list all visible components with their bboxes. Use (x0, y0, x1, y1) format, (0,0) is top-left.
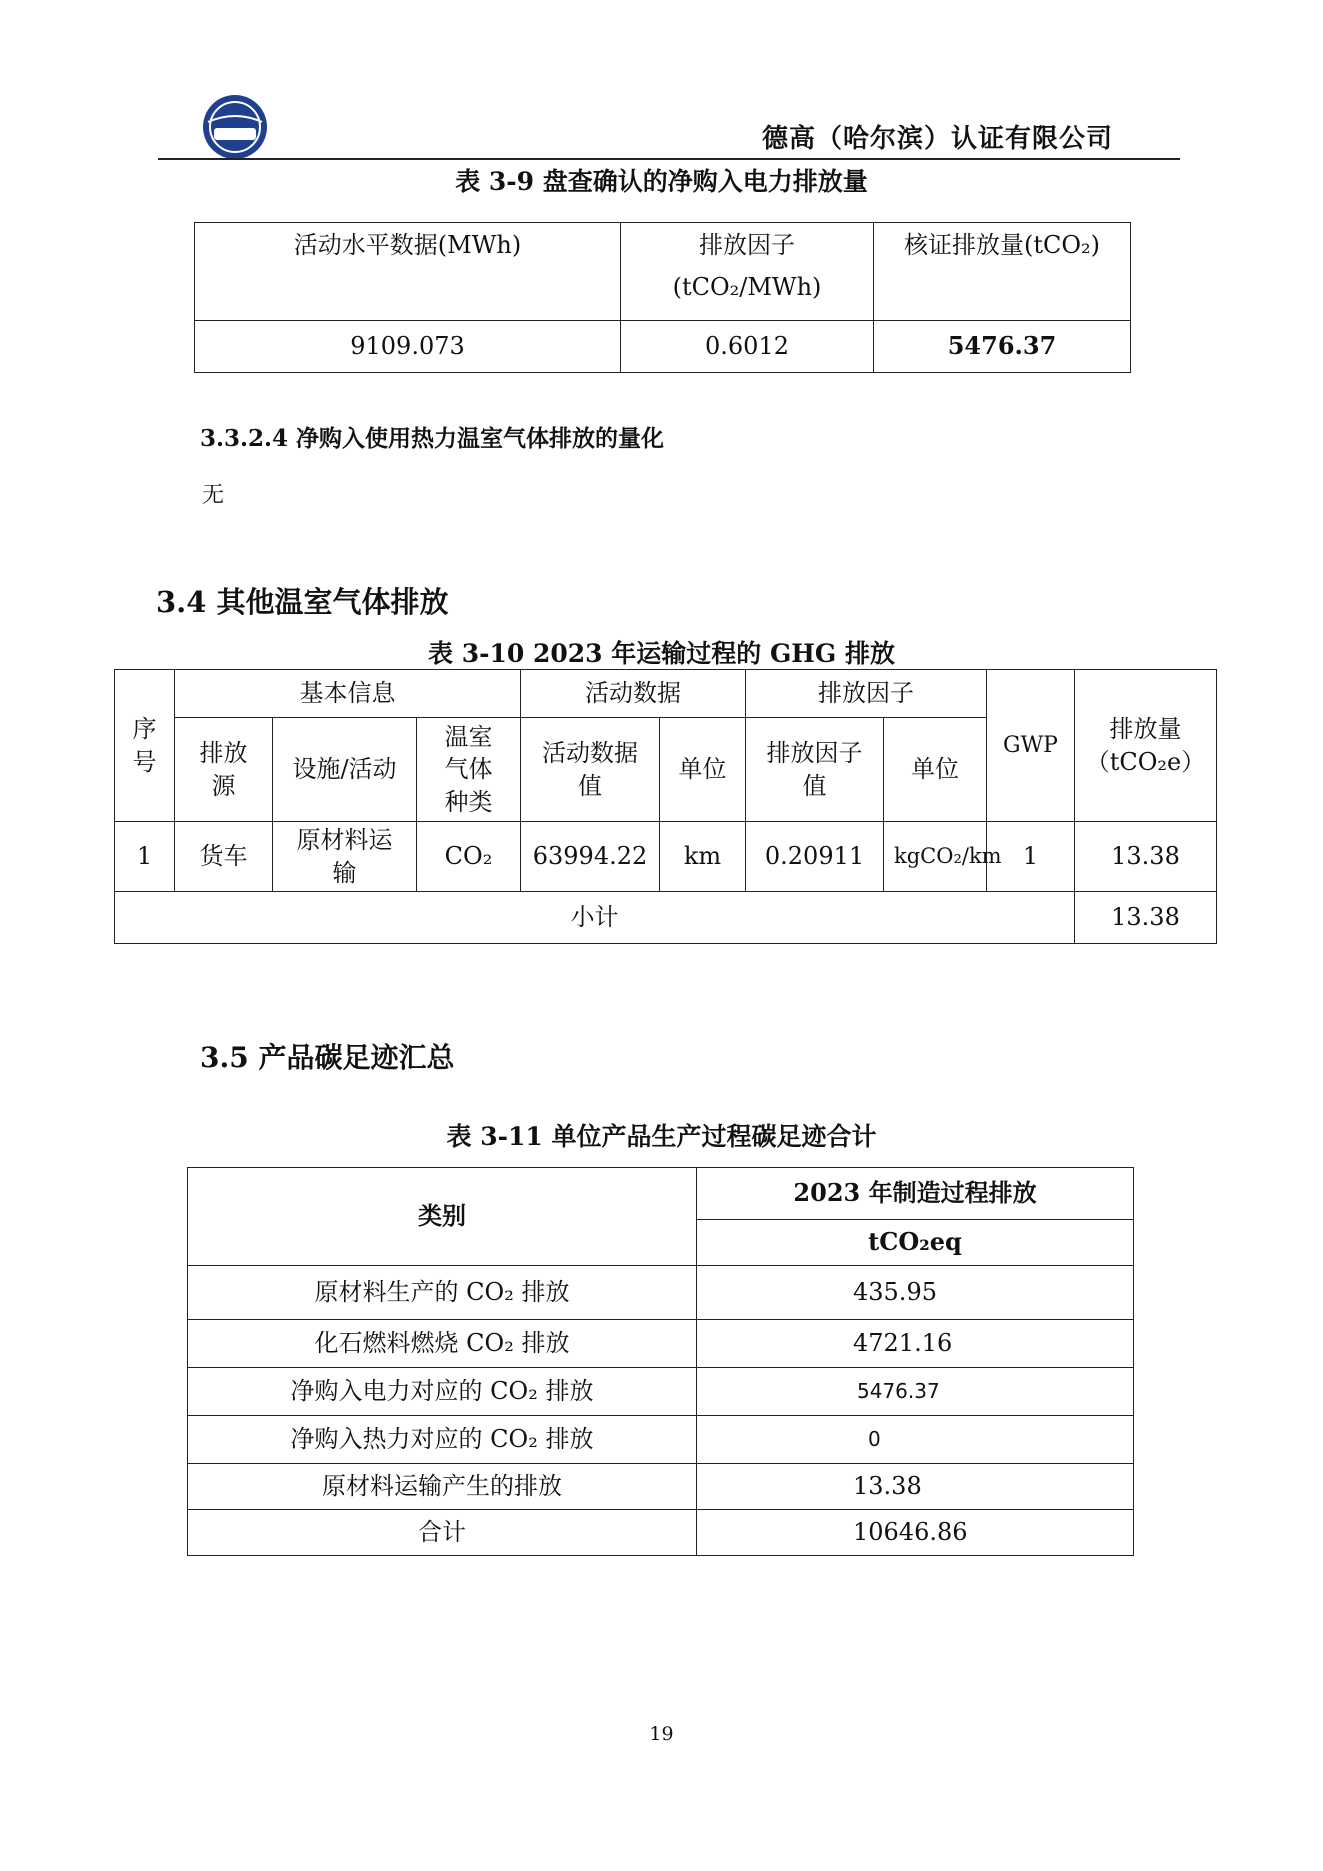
header-factor-value: 排放因子值 (746, 718, 884, 822)
table-3-11-caption: 表 3-11 单位产品生产过程碳足迹合计 (446, 1122, 877, 1151)
table-row-value: 5476.37 (697, 1368, 1134, 1416)
table-3-10 (114, 669, 1217, 944)
section-3-3-2-4-heading: 3.3.2.4 净购入使用热力温室气体排放的量化 (200, 425, 665, 452)
table-3-9 (194, 222, 1131, 373)
page-number: 19 (649, 1723, 674, 1745)
table-3-10-caption: 表 3-10 2023 年运输过程的 GHG 排放 (428, 639, 895, 668)
header-basic-info: 基本信息 (175, 670, 521, 718)
table-3-11 (187, 1167, 1134, 1556)
header-activity-value: 活动数据值 (521, 718, 660, 822)
header-unit: tCO₂eq (697, 1220, 1134, 1266)
table-row-value: 0 (697, 1416, 1134, 1464)
section-3-4-heading: 3.4 其他温室气体排放 (156, 585, 449, 619)
table-row-value: 435.95 (697, 1266, 1134, 1320)
subtotal-value: 13.38 (1075, 892, 1217, 944)
header-activity-unit: 单位 (660, 718, 746, 822)
table-cell: 1 (987, 822, 1075, 892)
section-3-3-2-4-text: 无 (202, 483, 225, 508)
table-row-value: 10646.86 (697, 1510, 1134, 1556)
table-row-label: 原材料运输产生的排放 (188, 1464, 697, 1510)
table-row-label: 化石燃料燃烧 CO₂ 排放 (188, 1320, 697, 1368)
table-cell: km (660, 822, 746, 892)
header-activity-data: 活动数据 (521, 670, 746, 718)
header-emission-factor: 排放因子 (746, 670, 987, 718)
header-emission-amount: 排放量（tCO₂e） (1075, 670, 1217, 822)
company-logo (200, 92, 270, 162)
table-3-9-caption: 表 3-9 盘查确认的净购入电力排放量 (455, 167, 868, 196)
header-rule (158, 158, 1180, 160)
header-category: 类别 (188, 1168, 697, 1266)
table-row-label: 原材料生产的 CO₂ 排放 (188, 1266, 697, 1320)
section-3-5-heading: 3.5 产品碳足迹汇总 (200, 1041, 455, 1074)
header-serial: 序号 (115, 670, 175, 822)
table-row-value: 13.38 (697, 1464, 1134, 1510)
table-cell: 0.6012 (621, 321, 874, 373)
table-cell: 1 (115, 822, 175, 892)
table-row-label: 净购入电力对应的 CO₂ 排放 (188, 1368, 697, 1416)
table-cell: 0.20911 (746, 822, 884, 892)
table-cell: 9109.073 (195, 321, 621, 373)
header-gwp: GWP (987, 670, 1075, 822)
table-cell: kgCO₂/km (884, 822, 987, 892)
table-row-label: 净购入热力对应的 CO₂ 排放 (188, 1416, 697, 1464)
table-cell: 63994.22 (521, 822, 660, 892)
table-cell: 货车 (175, 822, 273, 892)
header-year: 2023 年制造过程排放 (697, 1168, 1134, 1220)
header-factor-unit: 单位 (884, 718, 987, 822)
table-row-value: 4721.16 (697, 1320, 1134, 1368)
header-ghg-type: 温室气体种类 (417, 718, 521, 822)
header-emission-source: 排放源 (175, 718, 273, 822)
header-facility: 设施/活动 (273, 718, 417, 822)
table-cell: 13.38 (1075, 822, 1217, 892)
table-cell: CO₂ (417, 822, 521, 892)
header-activity-data: 活动水平数据(MWh) (195, 223, 621, 321)
header-emission-factor (621, 223, 874, 321)
company-name: 德高（哈尔滨）认证有限公司 (761, 124, 1113, 154)
header-verified-emission: 核证排放量(tCO₂) (874, 223, 1131, 321)
table-cell: 5476.37 (874, 321, 1131, 373)
header-emission-factor-label: 排放因子 (699, 231, 795, 259)
table-row-label: 合计 (188, 1510, 697, 1556)
table-cell: 原材料运输 (273, 822, 417, 892)
header-emission-factor-unit: (tCO₂/MWh) (672, 273, 822, 302)
subtotal-label: 小计 (115, 892, 1075, 944)
